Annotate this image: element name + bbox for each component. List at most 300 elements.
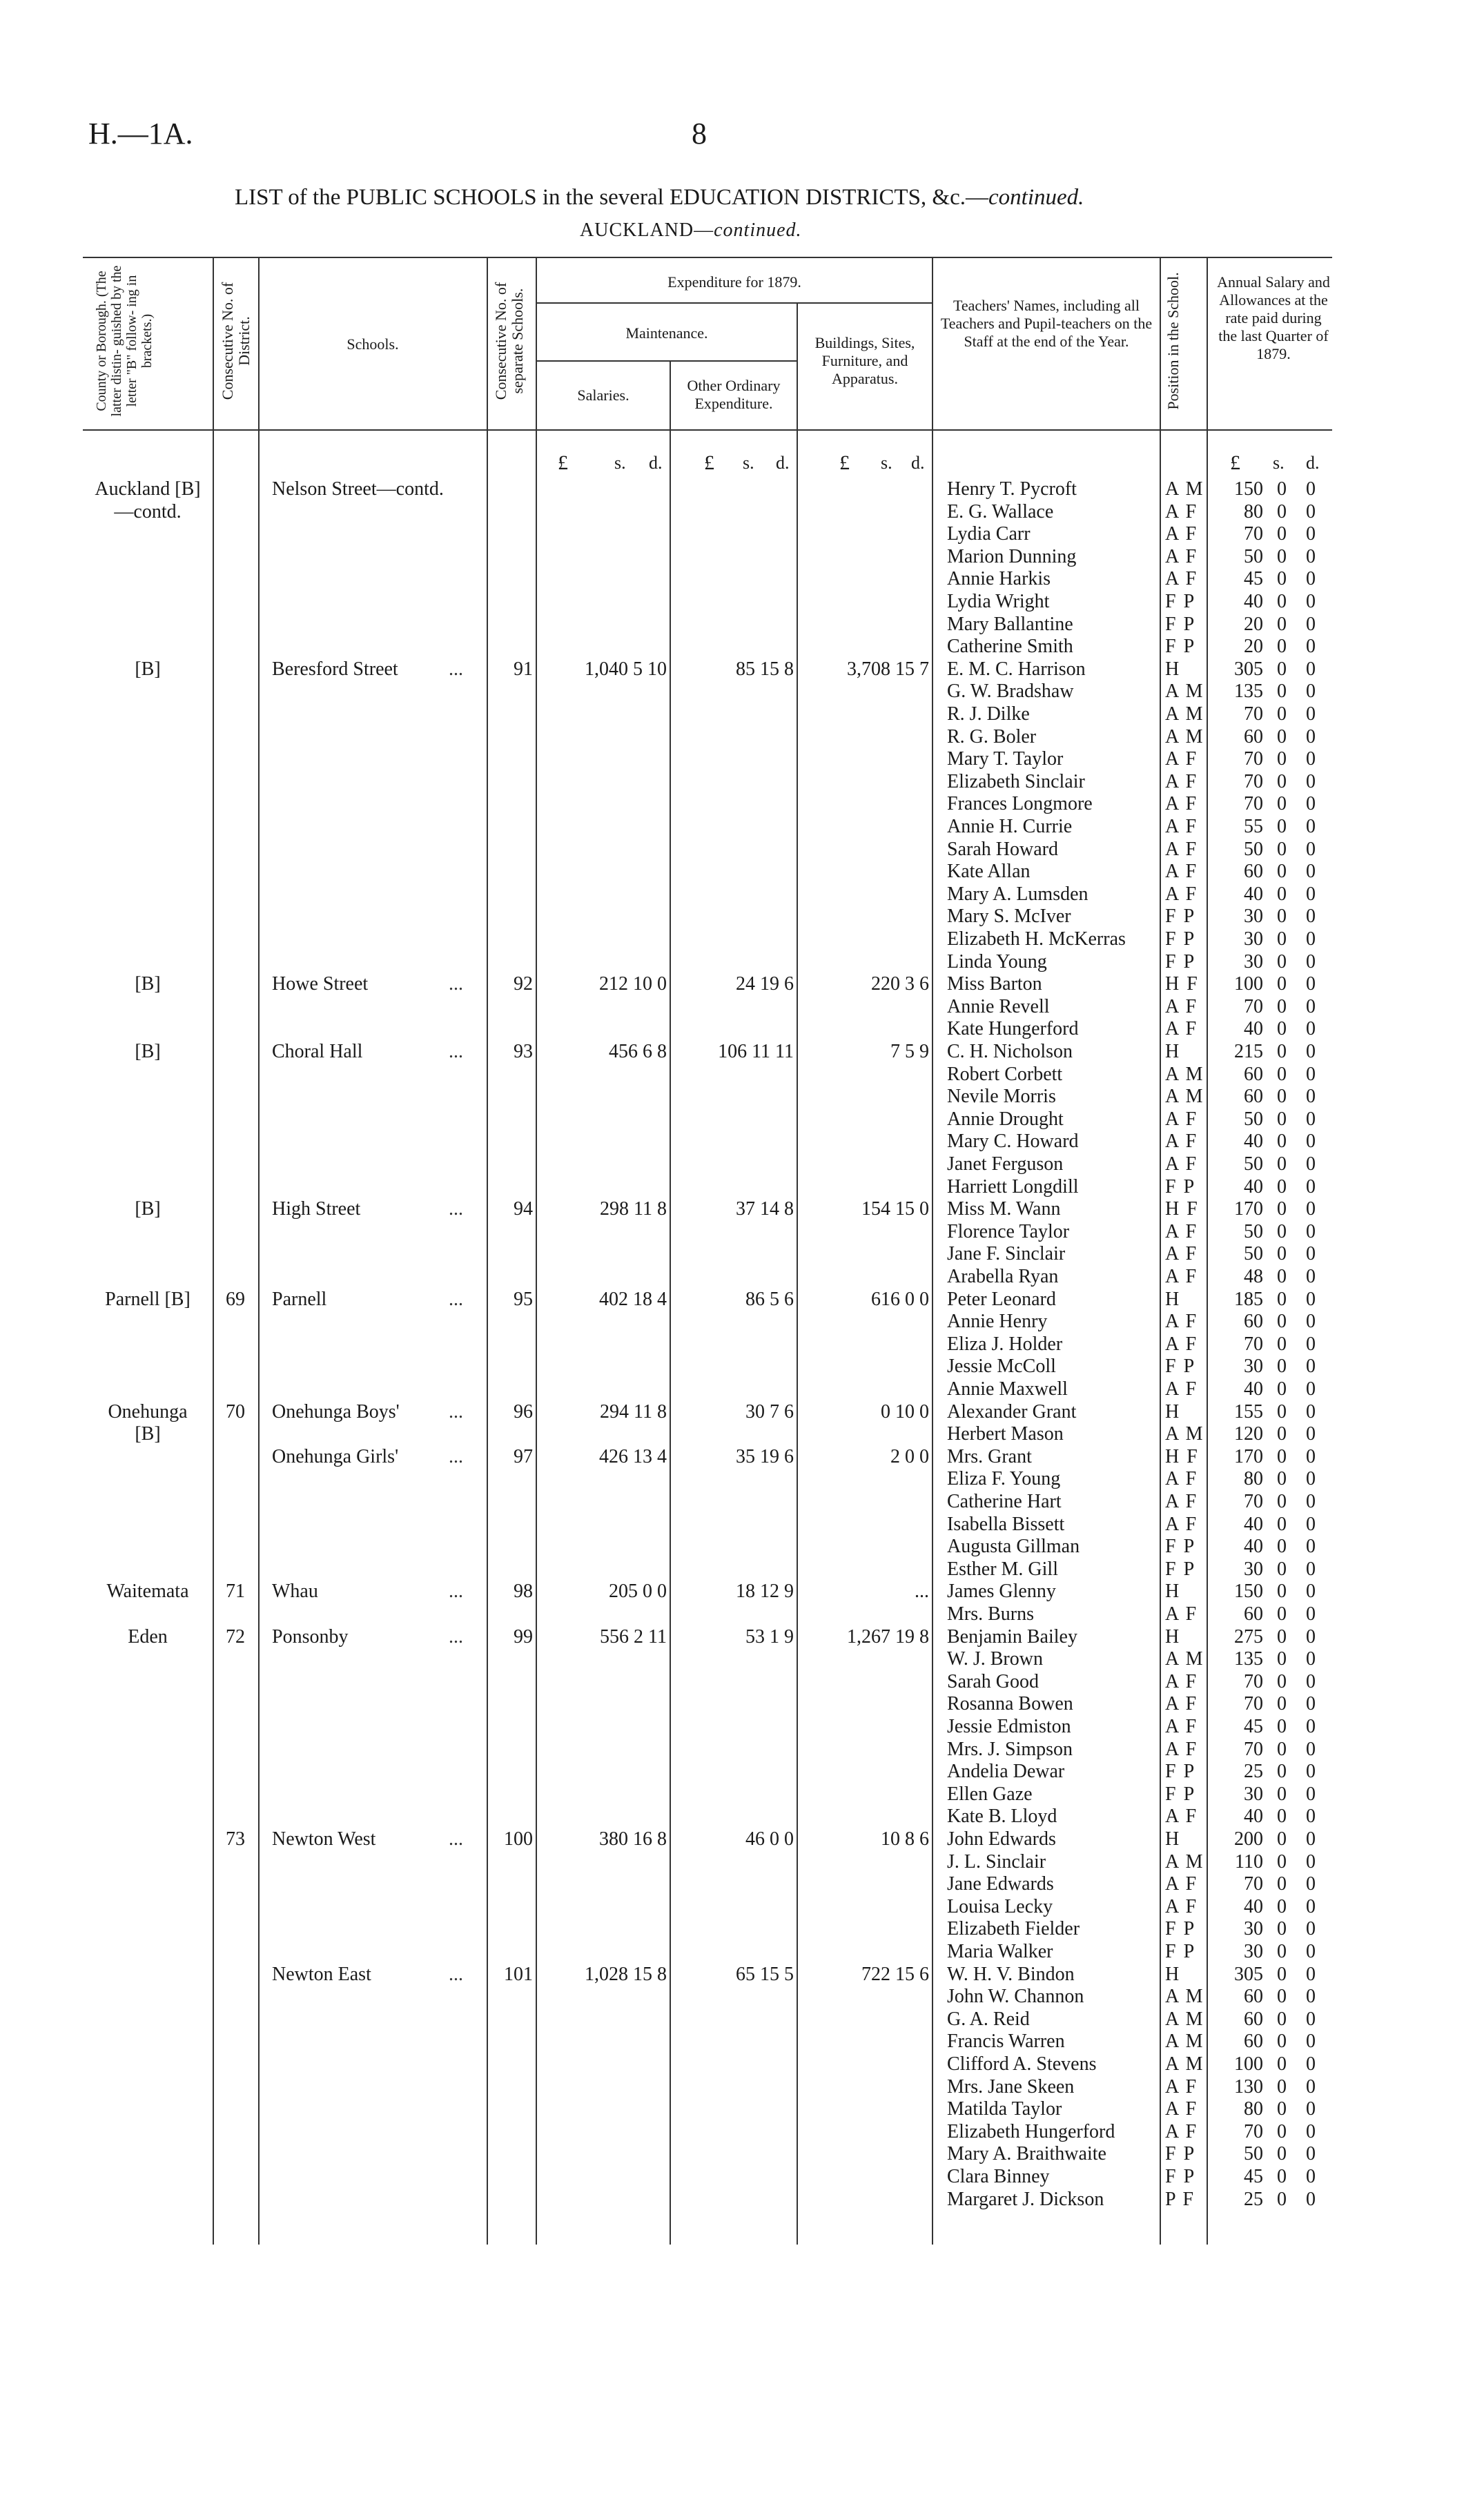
teacher-name-cell: Sarah Howard: [947, 838, 1058, 860]
position-cell: A F: [1165, 1716, 1198, 1737]
position-cell: A F: [1165, 1670, 1198, 1692]
annual-pence-cell: 0: [1306, 770, 1316, 792]
annual-pence-cell: 0: [1306, 1536, 1316, 1558]
position-cell: A F: [1165, 1333, 1198, 1355]
annual-shillings-cell: 0: [1277, 1153, 1287, 1175]
annual-shillings-cell: 0: [1277, 1378, 1287, 1400]
annual-pence-cell: 0: [1306, 2143, 1316, 2165]
teacher-name-cell: Lydia Carr: [947, 523, 1031, 545]
annual-shillings-cell: 0: [1277, 1086, 1287, 1108]
teacher-name-cell: Jane F. Sinclair: [947, 1243, 1066, 1265]
table-row: [0, 973, 1484, 995]
school-no-cell: 93: [514, 1041, 533, 1062]
position-cell: F P: [1165, 1918, 1196, 1940]
annual-pence-cell: 0: [1306, 1468, 1316, 1490]
position-cell: F P: [1165, 1941, 1196, 1962]
table-row: [0, 928, 1484, 950]
table-row: [0, 1828, 1484, 1850]
annual-pence-cell: 0: [1306, 2166, 1316, 2187]
annual-pence-cell: 0: [1306, 1670, 1316, 1692]
table-row: [0, 1288, 1484, 1311]
table-row: [0, 1220, 1484, 1243]
teacher-name-cell: Harriett Longdill: [947, 1175, 1079, 1198]
teacher-name-cell: Elizabeth H. McKerras: [947, 928, 1126, 950]
table-row: [0, 1017, 1484, 1040]
salaries-cell: 426 13 4: [599, 1445, 667, 1467]
annual-shillings-cell: 0: [1277, 725, 1287, 747]
district-no-cell: 71: [226, 1581, 245, 1603]
teacher-name-cell: G. A. Reid: [947, 2008, 1030, 2030]
position-cell: P F: [1165, 2188, 1195, 2210]
annual-salary-cell: 185: [1234, 1288, 1263, 1310]
annual-shillings-cell: 0: [1277, 1018, 1287, 1040]
annual-pence-cell: 0: [1306, 2098, 1316, 2120]
annual-pence-cell: 0: [1306, 2008, 1316, 2030]
table-row: [0, 2030, 1484, 2053]
table-row: [0, 860, 1484, 883]
teacher-name-cell: Mary S. McIver: [947, 906, 1071, 928]
annual-shillings-cell: 0: [1277, 1670, 1287, 1692]
position-cell: A F: [1165, 995, 1198, 1017]
annual-salary-cell: 50: [1244, 1220, 1263, 1242]
annual-pence-cell: 0: [1306, 1243, 1316, 1265]
table-row: [0, 1063, 1484, 1086]
table-row: [0, 1423, 1484, 1445]
table-row: [0, 2142, 1484, 2165]
header-position: Position in the School.: [1164, 272, 1182, 410]
table-row: [0, 522, 1484, 545]
position-cell: A M: [1165, 2031, 1204, 2053]
position-cell: A F: [1165, 861, 1198, 883]
salaries-cell: 456 6 8: [609, 1041, 667, 1062]
annual-pence-cell: 0: [1306, 1986, 1316, 2008]
annual-pence-cell: 0: [1306, 1423, 1316, 1445]
salaries-cell: 298 11 8: [600, 1198, 667, 1220]
annual-shillings-cell: 0: [1277, 1941, 1287, 1962]
annual-salary-cell: 70: [1244, 1670, 1263, 1692]
annual-shillings-cell: 0: [1277, 2143, 1287, 2165]
table-row: [0, 1198, 1484, 1220]
teacher-name-cell: Mrs. Jane Skeen: [947, 2075, 1075, 2098]
annual-shillings-cell: 0: [1277, 1400, 1287, 1423]
teacher-name-cell: Linda Young: [947, 950, 1047, 973]
annual-pence-cell: 0: [1306, 995, 1316, 1017]
annual-pence-cell: 0: [1306, 1963, 1316, 1985]
position-cell: A F: [1165, 1108, 1198, 1130]
position-cell: A F: [1165, 1468, 1198, 1490]
teacher-name-cell: Elizabeth Fielder: [947, 1918, 1080, 1940]
page-number: 8: [692, 117, 707, 150]
salaries-cell: 294 11 8: [600, 1400, 667, 1423]
annual-shillings-cell: 0: [1277, 748, 1287, 770]
teacher-name-cell: Clifford A. Stevens: [947, 2053, 1097, 2075]
school-cell: Onehunga Boys': [272, 1400, 400, 1423]
annual-shillings-cell: 0: [1277, 883, 1287, 905]
annual-pence-cell: 0: [1306, 681, 1316, 703]
position-cell: A F: [1165, 1895, 1198, 1917]
annual-shillings-cell: 0: [1277, 1873, 1287, 1895]
table-row: [0, 567, 1484, 590]
header-county-text: County or Borough. (The latter distin- guished by the letter "B" follow- ing in brackets.): [94, 265, 155, 417]
teacher-name-cell: Mrs. Grant: [947, 1445, 1032, 1467]
annual-pence-cell: 0: [1306, 973, 1316, 995]
school-no-cell: 98: [514, 1581, 533, 1603]
teacher-name-cell: Isabella Bissett: [947, 1513, 1065, 1535]
annual-salary-cell: 70: [1244, 1693, 1263, 1715]
buildings-cell: 7 5 9: [890, 1041, 929, 1062]
position-cell: A F: [1165, 1266, 1198, 1287]
annual-shillings-cell: 0: [1277, 1806, 1287, 1828]
annual-pence-cell: 0: [1306, 861, 1316, 883]
header-schools: Schools.: [346, 335, 399, 353]
teacher-name-cell: Kate Allan: [947, 861, 1031, 883]
annual-pence-cell: 0: [1306, 658, 1316, 680]
teacher-name-cell: Mary T. Taylor: [947, 748, 1064, 770]
annual-shillings-cell: 0: [1277, 568, 1287, 590]
table-row: [0, 1040, 1484, 1063]
annual-shillings-cell: 0: [1277, 2166, 1287, 2187]
position-cell: A M: [1165, 1850, 1204, 1873]
leader-dots: ...: [449, 1625, 463, 1648]
salaries-cell: 556 2 11: [600, 1625, 667, 1648]
school-cell: Newton East: [272, 1963, 371, 1985]
county-cell: [B]: [135, 1041, 161, 1062]
teacher-name-cell: Annie H. Currie: [947, 816, 1073, 837]
leader-dots: ...: [449, 1288, 463, 1310]
annual-salary-cell: 50: [1244, 838, 1263, 860]
annual-shillings-cell: 0: [1277, 2008, 1287, 2030]
annual-salary-cell: 50: [1244, 1243, 1263, 1265]
teacher-name-cell: Eliza J. Holder: [947, 1333, 1063, 1355]
table-row: [0, 635, 1484, 658]
school-cell: Ponsonby: [272, 1625, 349, 1648]
annual-salary-cell: 120: [1234, 1423, 1263, 1445]
unit-pound-buildings: £: [839, 451, 850, 474]
table-row: [0, 1580, 1484, 1603]
annual-shillings-cell: 0: [1277, 816, 1287, 837]
annual-shillings-cell: 0: [1277, 928, 1287, 950]
annual-shillings-cell: 0: [1277, 1063, 1287, 1085]
district-no-cell: 69: [226, 1288, 245, 1310]
page-title-contd: continued.: [988, 185, 1084, 210]
position-cell: F P: [1165, 1175, 1196, 1198]
table-row: [0, 2098, 1484, 2120]
page-subtitle: [580, 219, 802, 242]
annual-pence-cell: 0: [1306, 1333, 1316, 1355]
annual-salary-cell: 60: [1244, 2008, 1263, 2030]
position-cell: F P: [1165, 591, 1196, 612]
leader-dots: ...: [449, 1963, 463, 1985]
annual-pence-cell: 0: [1306, 478, 1316, 500]
annual-pence-cell: 0: [1306, 1400, 1316, 1423]
unit-pound-other: £: [704, 451, 714, 474]
annual-pence-cell: 0: [1306, 568, 1316, 590]
annual-pence-cell: 0: [1306, 1491, 1316, 1512]
position-cell: F P: [1165, 1536, 1196, 1558]
annual-shillings-cell: 0: [1277, 1625, 1287, 1648]
teacher-name-cell: Annie Harkis: [947, 568, 1051, 590]
teacher-name-cell: Esther M. Gill: [947, 1558, 1058, 1580]
teacher-name-cell: Marion Dunning: [947, 545, 1077, 567]
leader-dots: ...: [449, 973, 463, 995]
position-cell: A M: [1165, 1423, 1204, 1445]
position-cell: A F: [1165, 748, 1198, 770]
maintenance-rule: [537, 360, 798, 362]
annual-pence-cell: 0: [1306, 1603, 1316, 1625]
position-cell: H: [1165, 1288, 1181, 1310]
annual-salary-cell: 30: [1244, 1356, 1263, 1378]
table-row: [0, 1558, 1484, 1581]
table-row: [0, 1108, 1484, 1131]
annual-shillings-cell: 0: [1277, 1198, 1287, 1220]
annual-salary-cell: 40: [1244, 883, 1263, 905]
annual-pence-cell: 0: [1306, 838, 1316, 860]
annual-pence-cell: 0: [1306, 636, 1316, 658]
teacher-name-cell: W. H. V. Bindon: [947, 1963, 1075, 1985]
table-row: [0, 1130, 1484, 1153]
annual-salary-cell: 70: [1244, 770, 1263, 792]
position-cell: F P: [1165, 950, 1196, 973]
annual-pence-cell: 0: [1306, 2053, 1316, 2075]
table-row: [0, 1648, 1484, 1670]
teacher-name-cell: E. G. Wallace: [947, 500, 1054, 522]
annual-salary-cell: 30: [1244, 1941, 1263, 1962]
teacher-name-cell: Margaret J. Dickson: [947, 2188, 1104, 2210]
annual-salary-cell: 50: [1244, 1153, 1263, 1175]
position-cell: H F: [1165, 1445, 1199, 1467]
table-row: [0, 1400, 1484, 1423]
annual-pence-cell: 0: [1306, 1063, 1316, 1085]
annual-pence-cell: 0: [1306, 2120, 1316, 2142]
annual-pence-cell: 0: [1306, 1941, 1316, 1962]
table-row: [0, 1850, 1484, 1873]
annual-salary-cell: 100: [1234, 2053, 1263, 2075]
school-cell: Onehunga Girls': [272, 1445, 399, 1467]
school-cell: High Street: [272, 1198, 361, 1220]
teacher-name-cell: R. J. Dilke: [947, 703, 1030, 725]
teacher-name-cell: John Edwards: [947, 1828, 1056, 1850]
expenditure-rule: [537, 302, 932, 304]
school-no-cell: 94: [514, 1198, 533, 1220]
table-row: [0, 883, 1484, 906]
annual-salary-cell: 60: [1244, 1086, 1263, 1108]
school-cell: Nelson Street—contd.: [272, 478, 444, 500]
position-cell: A F: [1165, 1806, 1198, 1828]
annual-salary-cell: 40: [1244, 1131, 1263, 1153]
annual-salary-cell: 60: [1244, 1063, 1263, 1085]
annual-shillings-cell: 0: [1277, 1333, 1287, 1355]
annual-salary-cell: 155: [1234, 1400, 1263, 1423]
table-row: [0, 770, 1484, 793]
county-cell: [B]: [135, 1198, 161, 1220]
header-buildings: Buildings, Sites, Furniture, and Apparatus.: [814, 334, 915, 387]
county-cell: Auckland [B]: [95, 478, 201, 500]
teacher-name-cell: Miss M. Wann: [947, 1198, 1061, 1220]
teacher-name-cell: J. L. Sinclair: [947, 1850, 1046, 1873]
teacher-name-cell: Eliza F. Young: [947, 1468, 1061, 1490]
annual-shillings-cell: 0: [1277, 1536, 1287, 1558]
position-cell: H: [1165, 1041, 1181, 1062]
position-cell: A M: [1165, 681, 1204, 703]
position-cell: A F: [1165, 2075, 1198, 2098]
county-cell: Onehunga: [108, 1400, 188, 1423]
teacher-name-cell: Ellen Gaze: [947, 1783, 1033, 1805]
table-row: [0, 1715, 1484, 1738]
annual-shillings-cell: 0: [1277, 838, 1287, 860]
leader-dots: ...: [449, 658, 463, 680]
annual-pence-cell: 0: [1306, 1018, 1316, 1040]
header-teachers: Teachers' Names, including all Teachers and Pupil-teachers on the Staff at the end of the Year.: [940, 297, 1153, 350]
table-row: [0, 1940, 1484, 1963]
annual-salary-cell: 70: [1244, 1738, 1263, 1760]
annual-shillings-cell: 0: [1277, 1558, 1287, 1580]
annual-pence-cell: 0: [1306, 1828, 1316, 1850]
position-cell: A M: [1165, 1086, 1204, 1108]
teacher-name-cell: Clara Binney: [947, 2166, 1050, 2187]
annual-shillings-cell: 0: [1277, 2120, 1287, 2142]
annual-salary-cell: 135: [1234, 681, 1263, 703]
annual-shillings-cell: 0: [1277, 1828, 1287, 1850]
salaries-cell: 380 16 8: [599, 1828, 667, 1850]
annual-shillings-cell: 0: [1277, 1648, 1287, 1670]
annual-salary-cell: 30: [1244, 950, 1263, 973]
annual-salary-cell: 110: [1235, 1850, 1263, 1873]
annual-pence-cell: 0: [1306, 500, 1316, 522]
annual-pence-cell: 0: [1306, 1918, 1316, 1940]
table-row: [0, 2188, 1484, 2211]
annual-salary-cell: 40: [1244, 591, 1263, 612]
teacher-name-cell: Alexander Grant: [947, 1400, 1077, 1423]
annual-salary-cell: 305: [1234, 658, 1263, 680]
annual-pence-cell: 0: [1306, 1108, 1316, 1130]
annual-pence-cell: 0: [1306, 1153, 1316, 1175]
annual-shillings-cell: 0: [1277, 1693, 1287, 1715]
table-row: [0, 725, 1484, 748]
annual-shillings-cell: 0: [1277, 1986, 1287, 2008]
position-cell: A F: [1165, 770, 1198, 792]
unit-d-annual: d.: [1306, 453, 1320, 473]
teacher-name-cell: Kate Hungerford: [947, 1018, 1079, 1040]
annual-shillings-cell: 0: [1277, 1288, 1287, 1310]
annual-shillings-cell: 0: [1277, 1131, 1287, 1153]
annual-shillings-cell: 0: [1277, 1108, 1287, 1130]
teacher-name-cell: Catherine Hart: [947, 1491, 1062, 1512]
table-row: [0, 1985, 1484, 2008]
annual-shillings-cell: 0: [1277, 658, 1287, 680]
annual-pence-cell: 0: [1306, 1693, 1316, 1715]
teacher-name-cell: Arabella Ryan: [947, 1266, 1059, 1287]
other-expenditure-cell: 65 15 5: [736, 1963, 794, 1985]
annual-pence-cell: 0: [1306, 1266, 1316, 1287]
position-cell: A F: [1165, 793, 1198, 815]
position-cell: A F: [1165, 883, 1198, 905]
other-expenditure-cell: 35 19 6: [736, 1445, 794, 1467]
position-cell: A F: [1165, 568, 1198, 590]
table-row: [0, 1467, 1484, 1490]
position-cell: H: [1165, 1963, 1181, 1985]
annual-shillings-cell: 0: [1277, 545, 1287, 567]
teacher-name-cell: Andelia Dewar: [947, 1761, 1065, 1783]
unit-d-buildings: d.: [911, 453, 925, 473]
teacher-name-cell: Jessie McColl: [947, 1356, 1056, 1378]
school-cell: Beresford Street: [272, 658, 398, 680]
teacher-name-cell: James Glenny: [947, 1581, 1056, 1603]
table-row: [0, 2075, 1484, 2098]
annual-pence-cell: 0: [1306, 523, 1316, 545]
table-row: [0, 1175, 1484, 1198]
district-no-cell: 72: [226, 1625, 245, 1648]
leader-dots: ...: [449, 1400, 463, 1423]
position-cell: A F: [1165, 500, 1198, 522]
annual-salary-cell: 100: [1234, 973, 1263, 995]
annual-shillings-cell: 0: [1277, 523, 1287, 545]
school-no-cell: 96: [514, 1400, 533, 1423]
school-cell: Howe Street: [272, 973, 369, 995]
page-title: [235, 185, 1084, 211]
page-code: H.—1A.: [88, 117, 193, 150]
header-annual: Annual Salary and Allowances at the rate paid during the last Quarter of 1879.: [1217, 273, 1330, 362]
teacher-name-cell: Mary A. Lumsden: [947, 883, 1088, 905]
annual-salary-cell: 45: [1244, 2166, 1263, 2187]
school-cell: Parnell: [272, 1288, 327, 1310]
other-expenditure-cell: 86 5 6: [745, 1288, 794, 1310]
leader-dots: ...: [449, 1041, 463, 1062]
annual-salary-cell: 40: [1244, 1018, 1263, 1040]
salaries-cell: 1,040 5 10: [585, 658, 667, 680]
header-other: Other Ordinary Expenditure.: [687, 377, 781, 412]
annual-pence-cell: 0: [1306, 1086, 1316, 1108]
salaries-cell: 205 0 0: [609, 1581, 667, 1603]
table-row: [0, 590, 1484, 613]
buildings-cell: 0 10 0: [881, 1400, 929, 1423]
table-row: [0, 500, 1484, 523]
table-row: [0, 1805, 1484, 1828]
annual-shillings-cell: 0: [1277, 1761, 1287, 1783]
position-cell: A M: [1165, 2053, 1204, 2075]
annual-shillings-cell: 0: [1277, 1311, 1287, 1333]
table-row: [0, 1738, 1484, 1761]
teacher-name-cell: Annie Maxwell: [947, 1378, 1068, 1400]
teacher-name-cell: Benjamin Bailey: [947, 1625, 1077, 1648]
annual-shillings-cell: 0: [1277, 1266, 1287, 1287]
annual-salary-cell: 200: [1234, 1828, 1263, 1850]
annual-salary-cell: 70: [1244, 748, 1263, 770]
annual-salary-cell: 30: [1244, 928, 1263, 950]
annual-salary-cell: 25: [1244, 1761, 1263, 1783]
teacher-name-cell: Annie Revell: [947, 995, 1050, 1017]
teacher-name-cell: John W. Channon: [947, 1986, 1084, 2008]
annual-salary-cell: 30: [1244, 906, 1263, 928]
leader-dots: ...: [449, 1445, 463, 1467]
teacher-name-cell: Elizabeth Sinclair: [947, 770, 1085, 792]
annual-pence-cell: 0: [1306, 1378, 1316, 1400]
annual-salary-cell: 45: [1244, 1716, 1263, 1737]
annual-pence-cell: 0: [1306, 1648, 1316, 1670]
annual-shillings-cell: 0: [1277, 1716, 1287, 1737]
table-row: [0, 1265, 1484, 1288]
buildings-cell: 220 3 6: [871, 973, 929, 995]
annual-salary-cell: 70: [1244, 703, 1263, 725]
position-cell: A F: [1165, 838, 1198, 860]
annual-pence-cell: 0: [1306, 1356, 1316, 1378]
annual-shillings-cell: 0: [1277, 1468, 1287, 1490]
annual-pence-cell: 0: [1306, 906, 1316, 928]
position-cell: A F: [1165, 523, 1198, 545]
annual-salary-cell: 70: [1244, 1873, 1263, 1895]
teacher-name-cell: Jane Edwards: [947, 1873, 1054, 1895]
district-no-cell: 73: [226, 1828, 245, 1850]
other-expenditure-cell: 24 19 6: [736, 973, 794, 995]
